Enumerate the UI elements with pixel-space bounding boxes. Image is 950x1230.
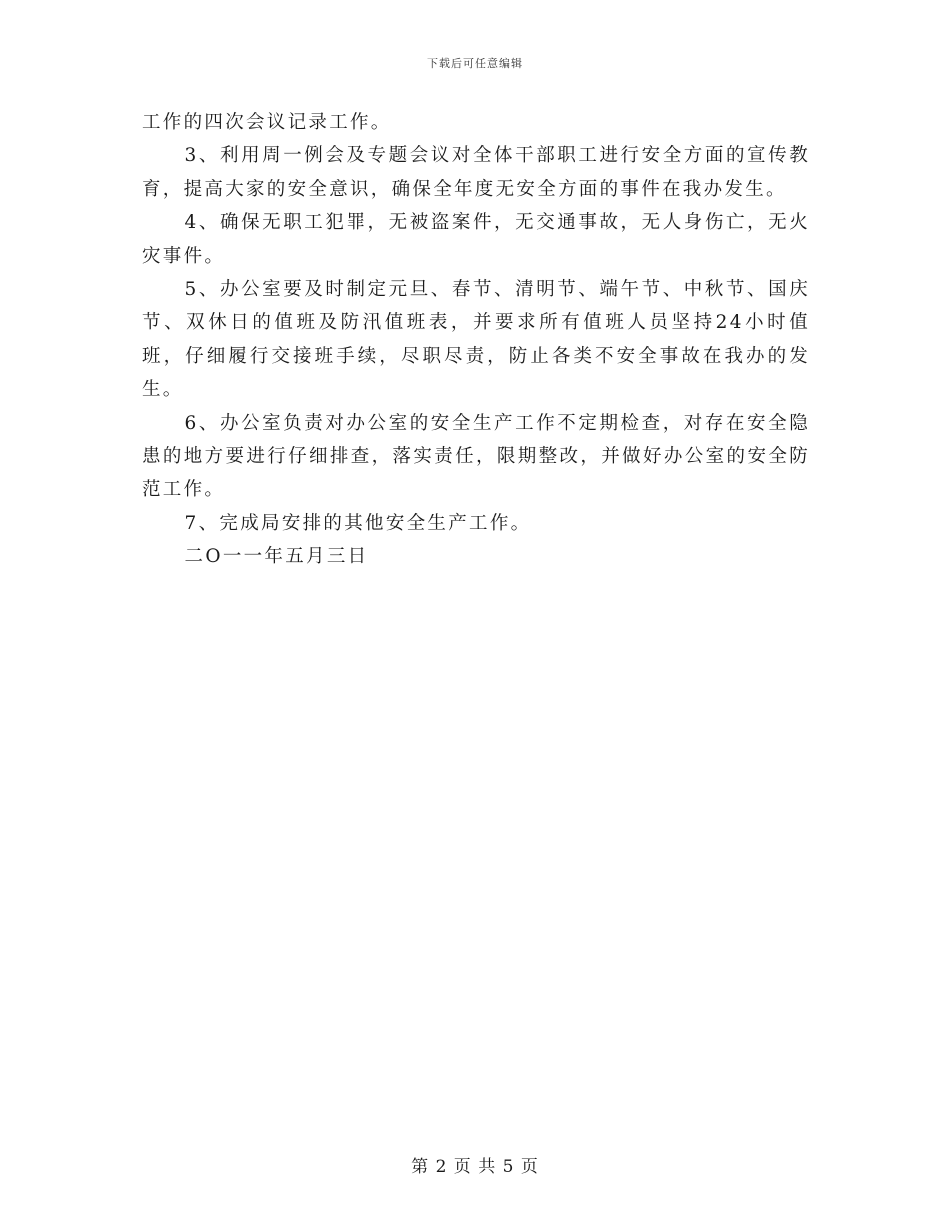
document-date: 二O一一年五月三日 [184, 546, 369, 568]
paragraph-item-3: 3、利用周一例会及专题会议对全体干部职工进行安全方面的宣传教育，提高大家的安全意识，确保全年度无安全方面的事件在我办发生。 [142, 145, 810, 200]
paragraph-item-5: 5、办公室要及时制定元旦、春节、清明节、端午节、中秋节、国庆节、双休日的值班及防汛值班表，并要求所有值班人员坚持24小时值班，仔细履行交接班手续，尽职尽责，防止各类不安全事故在我办的发生。 [142, 279, 810, 401]
page-number-footer: 第 2 页 共 5 页 [411, 1157, 539, 1177]
paragraph-item-4: 4、确保无职工犯罪，无被盗案件，无交通事故，无人身伤亡，无火灾事件。 [142, 212, 810, 267]
document-body [142, 106, 810, 574]
paragraph-item-7: 7、完成局安排的其他安全生产工作。 [184, 512, 532, 534]
paragraph-continuation: 工作的四次会议记录工作。 [142, 112, 392, 133]
header-note: 下载后可任意编辑 [427, 57, 523, 70]
paragraph-item-6: 6、办公室负责对办公室的安全生产工作不定期检查，对存在安全隐患的地方要进行仔细排查，落实责任，限期整改，并做好办公室的安全防范工作。 [142, 412, 810, 501]
